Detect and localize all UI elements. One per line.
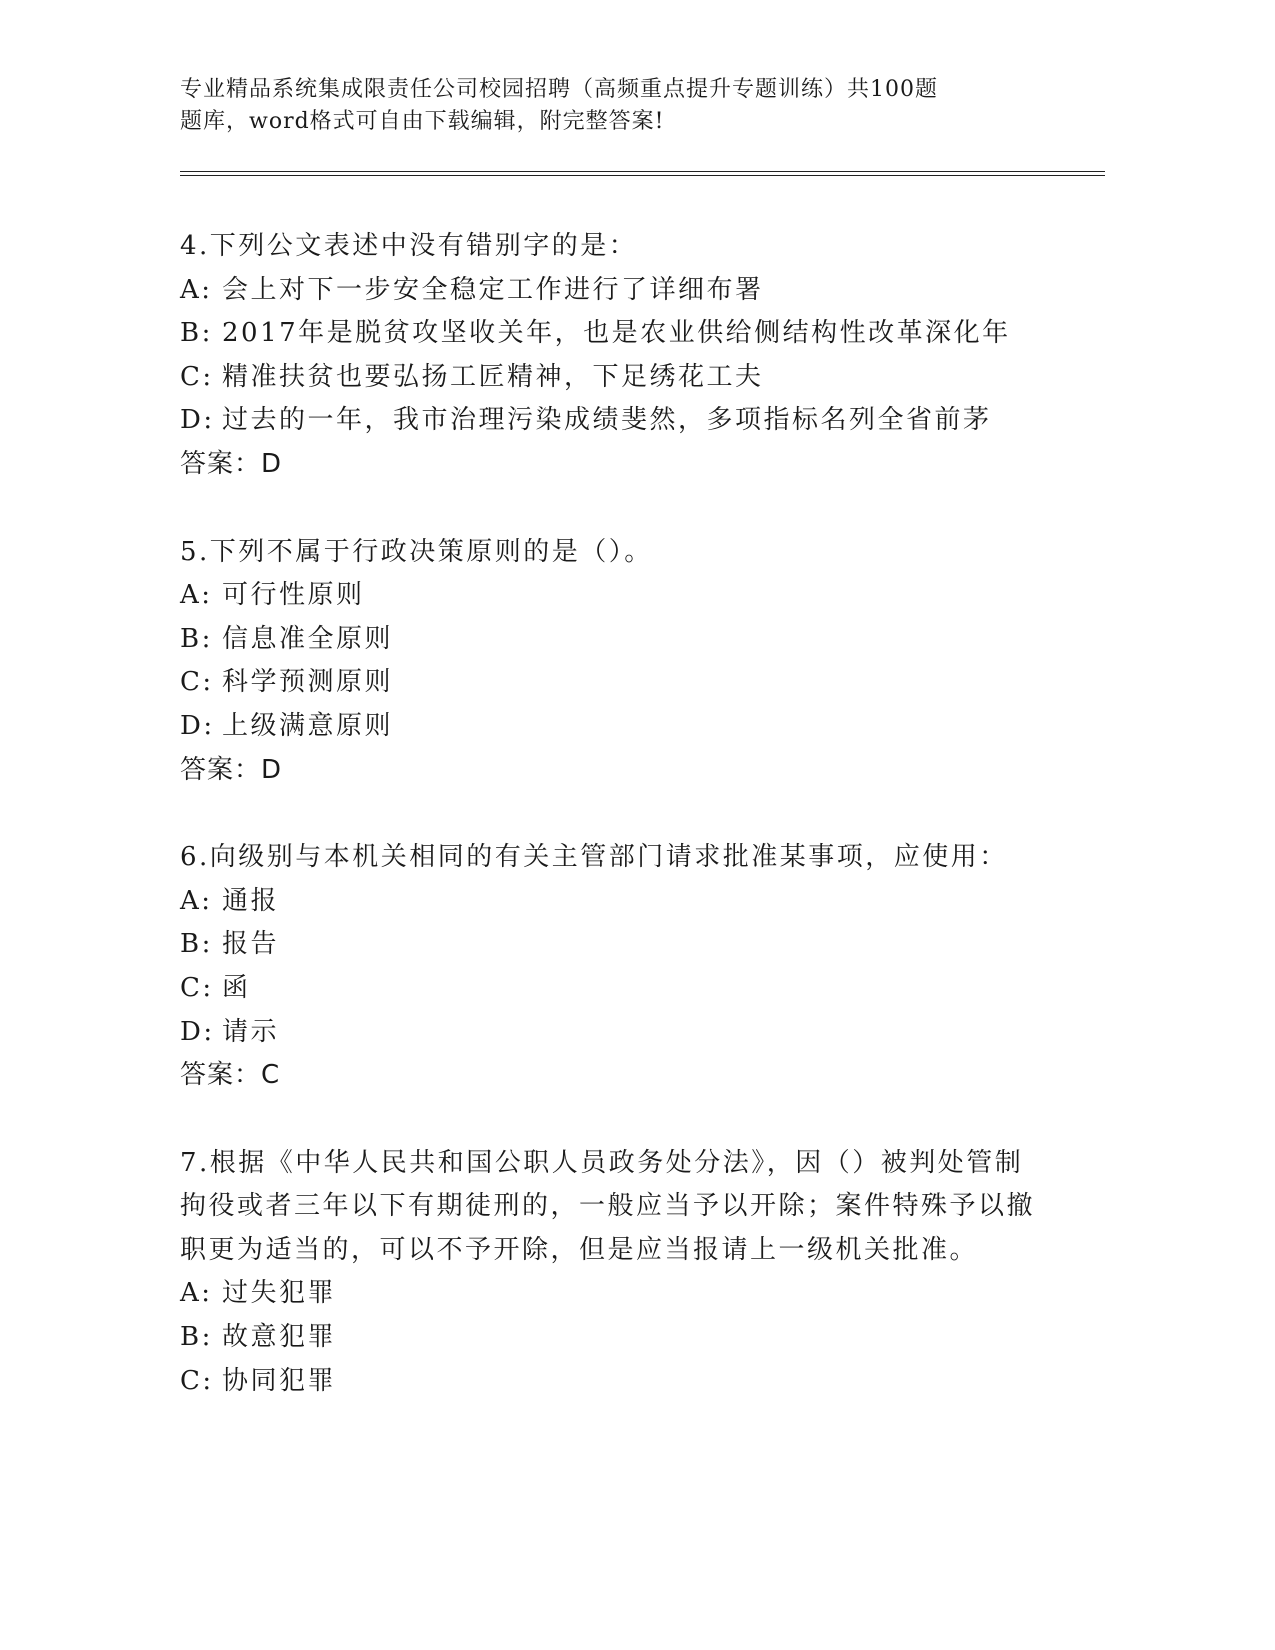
option-b xyxy=(180,1316,1060,1360)
question-4 xyxy=(180,225,1060,487)
header-line-2: 题库，word格式可自由下载编辑，附完整答案! xyxy=(180,109,665,134)
option-letter: C: xyxy=(180,667,214,698)
question-6 xyxy=(180,836,1060,1098)
option-letter: C: xyxy=(180,361,214,392)
question-stem-line-3: 职更为适当的，可以不予开除，但是应当报请上一级机关批准。 xyxy=(180,1234,979,1265)
option-text: 故意犯罪 xyxy=(222,1322,337,1353)
option-text: 过失犯罪 xyxy=(222,1278,337,1309)
option-text: 报告 xyxy=(222,929,280,960)
option-letter: C: xyxy=(180,1365,214,1396)
option-letter: D: xyxy=(180,710,215,741)
option-text: 可行性原则 xyxy=(222,580,365,611)
option-a xyxy=(180,574,1060,618)
option-text: 过去的一年，我市治理污染成绩斐然，多项指标名列全省前茅 xyxy=(222,405,992,436)
option-letter: C: xyxy=(180,972,214,1003)
answer-line: 答案：D xyxy=(180,754,283,785)
option-d xyxy=(180,705,1060,749)
option-letter: B: xyxy=(180,318,213,349)
option-letter: B: xyxy=(180,1322,213,1353)
option-c xyxy=(180,661,1060,705)
option-text: 函 xyxy=(222,972,251,1003)
option-text: 2017年是脱贫攻坚收关年，也是农业供给侧结构性改革深化年 xyxy=(222,318,1011,349)
document-header xyxy=(180,74,980,138)
option-text: 会上对下一步安全稳定工作进行了详细布署 xyxy=(222,274,764,305)
option-letter: B: xyxy=(180,623,213,654)
option-letter: A: xyxy=(180,885,213,916)
option-text: 科学预测原则 xyxy=(222,667,394,698)
option-letter: D: xyxy=(180,1016,215,1047)
option-text: 请示 xyxy=(222,1016,280,1047)
option-d xyxy=(180,1011,1060,1055)
option-letter: A: xyxy=(180,274,213,305)
question-stem-line-2: 拘役或者三年以下有期徒刑的，一般应当予以开除；案件特殊予以撤 xyxy=(180,1191,1036,1222)
header-divider-bottom xyxy=(180,175,1105,176)
option-a xyxy=(180,880,1060,924)
option-text: 精准扶贫也要弘扬工匠精神，下足绣花工夫 xyxy=(222,361,764,392)
option-text: 通报 xyxy=(222,885,280,916)
option-text: 协同犯罪 xyxy=(222,1365,337,1396)
question-stem: 5.下列不属于行政决策原则的是（）。 xyxy=(180,536,653,567)
option-text: 上级满意原则 xyxy=(222,710,394,741)
option-b xyxy=(180,618,1060,662)
option-b xyxy=(180,923,1060,967)
option-d xyxy=(180,399,1060,443)
question-stem-line-1: 7.根据《中华人民共和国公职人员政务处分法》，因（）被判处管制 xyxy=(180,1147,1024,1178)
option-b xyxy=(180,312,1060,356)
question-7 xyxy=(180,1142,1060,1404)
question-list xyxy=(180,225,1060,1447)
answer-line: 答案：D xyxy=(180,448,283,479)
question-stem: 6.向级别与本机关相同的有关主管部门请求批准某事项，应使用： xyxy=(180,842,1008,873)
header-line-1: 专业精品系统集成限责任公司校园招聘（高频重点提升专题训练）共100题 xyxy=(180,77,938,102)
option-c xyxy=(180,356,1060,400)
option-c xyxy=(180,1360,1060,1404)
header-divider-top xyxy=(180,171,1105,172)
question-stem: 4.下列公文表述中没有错别字的是： xyxy=(180,231,638,261)
option-letter: B: xyxy=(180,929,213,960)
option-letter: D: xyxy=(180,405,215,436)
option-a xyxy=(180,1272,1060,1316)
question-5 xyxy=(180,531,1060,793)
option-letter: A: xyxy=(180,580,213,611)
option-c xyxy=(180,967,1060,1011)
option-letter: A: xyxy=(180,1278,213,1309)
answer-line: 答案：C xyxy=(180,1060,281,1091)
option-text: 信息准全原则 xyxy=(222,623,394,654)
option-a xyxy=(180,269,1060,313)
